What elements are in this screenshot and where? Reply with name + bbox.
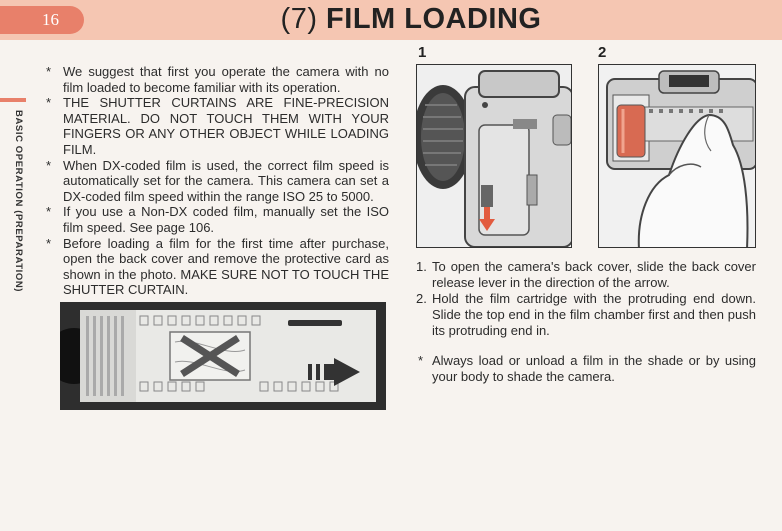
camera-back-illustration	[417, 65, 572, 248]
section-title: FILM LOADING	[326, 3, 542, 35]
protective-card-illustration	[60, 302, 386, 410]
asterisk-mark: *	[46, 204, 52, 220]
bullet-item	[44, 95, 389, 157]
step-text: Hold the film cartridge with the protruding end down. Slide the top end in the film chamber first and then push its protruding end in.	[432, 291, 756, 338]
camera-back-photo	[416, 64, 572, 248]
bullet-text: Before loading a film for the first time after purchase, open the back cover and remove the protective card as shown in the photo. MAKE SURE NOT TO TOUCH THE SHUTTER CURTAIN.	[63, 235, 389, 298]
asterisk-mark: *	[46, 64, 52, 79]
protective-card-photo	[60, 302, 386, 410]
step-item	[416, 291, 756, 339]
step-text: To open the camera's back cover, slide the back cover release lever in the direction of the arrow.	[432, 259, 756, 290]
bullet-item	[44, 158, 389, 205]
page-title	[0, 3, 782, 36]
side-accent-bar	[0, 98, 26, 102]
figure-1-label: 1	[418, 44, 427, 61]
step-number: 1.	[416, 259, 427, 274]
section-number: (7)	[280, 3, 318, 35]
asterisk-mark: *	[418, 353, 424, 368]
bullet-item	[44, 204, 389, 235]
bullet-item	[44, 236, 389, 298]
shade-note	[416, 353, 756, 385]
film-cartridge-photo	[598, 64, 756, 248]
bullet-text: We suggest that first you operate the camera with no film loaded to become familiar with its operation.	[63, 64, 389, 95]
film-cartridge-illustration	[599, 65, 756, 248]
instructions-list	[44, 64, 389, 298]
bullet-text: THE SHUTTER CURTAINS ARE FINE-PRECISION MATERIAL. DO NOT TOUCH THEM WITH YOUR FINGERS OR ANY OTHER OBJECT WHILE LOADING FILM.	[63, 95, 389, 157]
step-number: 2.	[416, 291, 427, 306]
note-text: Always load or unload a film in the shade or by using your body to shade the camera.	[432, 353, 756, 384]
page-number: 16	[42, 10, 59, 29]
asterisk-mark: *	[46, 235, 52, 251]
step-item	[416, 259, 756, 291]
bullet-text: When DX-coded film is used, the correct film speed is automatically set for the camera. This camera can set a DX-coded film speed within the range ISO 25 to 5000.	[63, 157, 389, 204]
asterisk-mark: *	[46, 95, 52, 111]
steps-list	[416, 259, 756, 385]
bullet-item	[44, 64, 389, 95]
asterisk-mark: *	[46, 157, 52, 173]
bullet-text: If you use a Non-DX coded film, manually set the ISO film speed. See page 106.	[63, 204, 389, 235]
side-section-label: BASIC OPERATION (PREPARATION)	[13, 110, 24, 293]
figure-2-label: 2	[598, 44, 607, 61]
